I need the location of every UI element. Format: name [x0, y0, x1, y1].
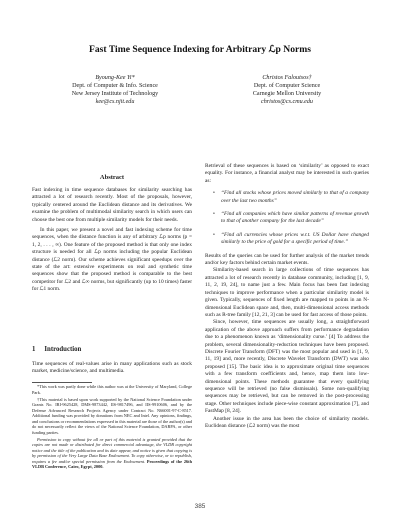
query-item: • “Find all currencies whose prices w.r.t. US Dollar have changed similarly to the price of gold for a specific period of time.”: [215, 232, 369, 247]
author-email: kee@cs.njit.edu: [95, 99, 135, 106]
intro-text: Time sequences of real-values arise in many applications such as stock market, medicine/science, and multimedia.: [32, 361, 192, 375]
abstract-body: [32, 187, 192, 294]
body-paragraph: Similarity-based search in large collections of time sequences has attracted a lot of research recently in database community, including [1, 9, 11, 2, 19, 24], to name just a few. Main focus has been fast indexing techniques to improve performance when a particular similarity model is given. Typically, sequences of fixed length are mapped to points in an N-dimensional Euclidean space and, then, multi-dimensional access methods such as R-tree family [12, 21, 3] can be used for fast access of those points.: [205, 267, 369, 318]
query-item: • “Find all stocks whose prices moved similarly to that of a company over the last two months”: [215, 190, 369, 205]
author-block: [30, 74, 200, 106]
abstract-heading: Abstract: [99, 174, 125, 181]
author-dept: Dept. of Computer & Info. Science: [72, 83, 158, 90]
author-name: Christos Faloutsos†: [262, 75, 312, 81]
body-paragraph: Another issue in the area has been the choice of similarity models. Euclidean distance (ℒ2 norm) was the most: [205, 415, 369, 429]
section-number: 1: [32, 346, 36, 353]
section-title: Introduction: [44, 346, 82, 353]
page-number: 385: [194, 503, 206, 510]
footnote: †This material is based upon work supported by the National Science Foundation under Grants No. IRI-9625428, DMS-9873442, IIS-9817496, and IIS-9910606, and by the Defense Advanced Research Projects Agency under Contract No. N66001-97-C-8517. Additional funding was provided by donations from NEC and Intel. Any opinions, findings, and conclusions or recommendations expressed in this material are those of the author(s) and do not necessarily reflect the views of the National Science Foundation, DARPA, or other funding parties.: [32, 396, 193, 435]
author-block: [202, 74, 372, 106]
footnotes: [32, 384, 192, 471]
author-name: Byoung-Kee Yi*: [95, 75, 135, 81]
proceedings-line: Proceedings of the 26th VLDB Conference, Cairo, Egypt, 2000.: [32, 458, 193, 469]
abstract-paragraph: In this paper, we present a novel and fast indexing scheme for time sequences, when the distance function is any of arbitrary ℒp norms (p = 1, 2, . . . , ∞). One feature of the proposed method is that only one index structure is needed for all ℒp norms including the popular Euclidean distance (ℒ2 norm). Our scheme achieves significant speedups over the state of the art: extensive experiments on real and synthetic time sequences show that the proposed method is comparable to the best competitor for ℒ2 and ℒ∞ norms, but significantly (up to 10 times) faster for ℒ1 norm.: [32, 227, 192, 293]
permission-notice: [32, 437, 192, 470]
author-institution: Carnegie Mellon University: [252, 91, 322, 98]
intro-paragraph: [32, 361, 192, 376]
author-institution: New Jersey Institute of Technology: [71, 91, 159, 98]
body-paragraph: Results of the queries can be used for further analysis of the market trends and/or key factors behind certain market events.: [205, 252, 369, 267]
body-paragraph: Since, however, time sequences are usually long, a straightforward application of the above approach suffers from performance degradation due to a phenomenon known as ‘dimensionality curse.’ [4] To address the problem, several dimensionality-reduction techniques have been proposed. Discrete Fourier Transform (DFT) was the most popular and used in [1, 9, 11, 19] and, more recently, Discrete Wavelet Transform (DWT) was also proposed [15]. The basic idea is to approximate original time sequences with a few transform coefficients and, hence, map them into low-dimensional points. These methods guarantee that every qualifying sequence will be retrieved (no false dismissals). Some non-qualifying sequences may be retrieved, but can be removed in the post-processing stage. Other techniques include piece-wise constant approximation [7], and FastMap [8, 24].: [205, 319, 369, 415]
permission-text: Permission to copy without fee all or part of this material is granted provided that the copies are not made or distributed for direct commercial advantage, the VLDB copyright notice and the title of the publication and its date appear, and notice is given that copying is by permission of the Very Large Data Base Endowment. To copy otherwise, or to republish, requires a fee and/or special permission from the Endowment.: [32, 436, 192, 464]
query-list: [205, 190, 369, 246]
footnote-rule: [32, 382, 92, 383]
query-item: • “Find all companies which have similar patterns of revenue growth to that of another company for the last decade”: [215, 211, 369, 226]
section-heading: [32, 346, 81, 353]
abstract-paragraph: Fast indexing in time sequence databases for similarity searching has attracted a lot of research recently. Most of the proposals, however, typically centered around the Euclidean distance and its derivatives. We examine the problem of multimodal similarity search in which users can choose the best one from multiple similarity models for their needs.: [32, 187, 192, 223]
author-email: christos@cs.cmu.edu: [261, 99, 313, 106]
author-dept: Dept. of Computer Science: [253, 83, 321, 90]
right-column: [205, 163, 369, 430]
paper-title: Fast Time Sequence Indexing for Arbitrary ℒp Norms: [89, 44, 311, 55]
body-paragraph: Retrieval of these sequences is based on ‘similarity’ as opposed to exact equality. For instance, a financial analyst may be interested in such queries as:: [205, 163, 369, 184]
footnote: *This work was partly done while this author was at the University of Maryland, College Park.: [32, 384, 192, 395]
